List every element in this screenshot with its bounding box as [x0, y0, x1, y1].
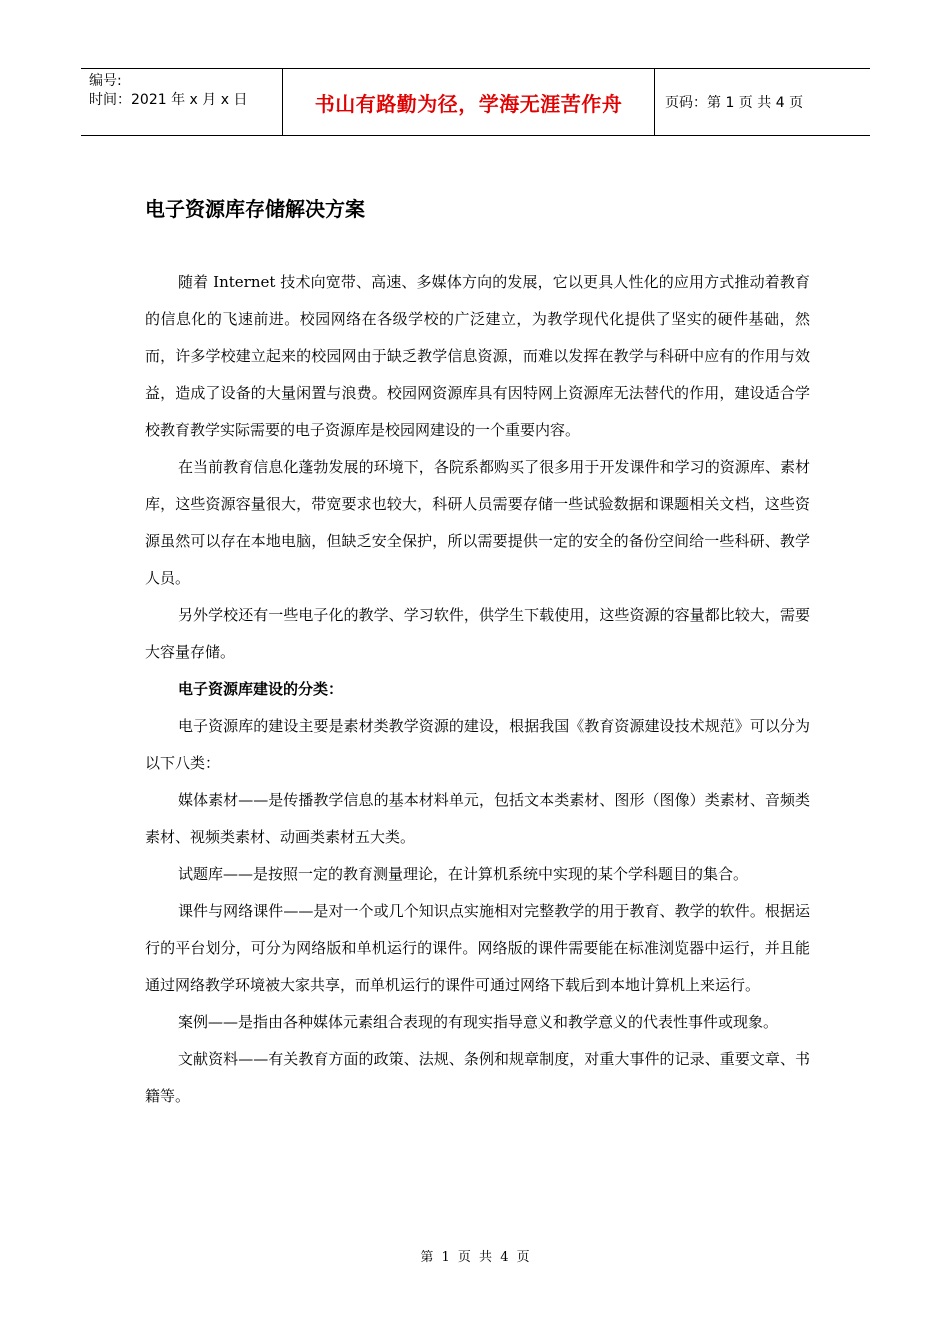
paragraph: 随着 Internet 技术向宽带、高速、多媒体方向的发展，它以更具人性化的应用方式推动着教育的信息化的飞速前进。校园网络在各级学校的广泛建立，为教学现代化提供了坚实的硬件基础，然而，许多学校建立起来的校园网由于缺乏教学信息资源，而难以发挥在教学与科研中应有的作用与效益，造成了设备的大量闲置与浪费。校园网资源库具有因特网上资源库无法替代的作用，建设适合学校教育教学实际需要的电子资源库是校园网建设的一个重要内容。 [145, 273, 810, 439]
page-header [81, 68, 870, 136]
document-number-label: 编号: [89, 73, 122, 89]
document-body [145, 264, 810, 1115]
paragraph: 课件与网络课件——是对一个或几个知识点实施相对完整教学的用于教育、教学的软件。根据运行的平台划分，可分为网络版和单机运行的课件。网络版的课件需要能在标准浏览器中运行，并且能通过网络教学环境被大家共享，而单机运行的课件可通过网络下载后到本地计算机上来运行。 [145, 902, 810, 994]
document-title: 电子资源库存储解决方案 [145, 197, 365, 221]
paragraph: 媒体素材——是传播教学信息的基本材料单元，包括文本类素材、图形（图像）类素材、音频类素材、视频类素材、动画类素材五大类。 [145, 791, 810, 846]
paragraph: 另外学校还有一些电子化的教学、学习软件，供学生下载使用，这些资源的容量都比较大，需要大容量存储。 [145, 606, 810, 661]
paragraph: 在当前教育信息化蓬勃发展的环境下，各院系都购买了很多用于开发课件和学习的资源库、素材库，这些资源容量很大，带宽要求也较大，科研人员需要存储一些试验数据和课题相关文档，这些资源虽然可以存在本地电脑，但缺乏安全保护，所以需要提供一定的安全的备份空间给一些科研、教学人员。 [145, 458, 810, 587]
page-footer: 第 1 页 共 4 页 [420, 1250, 530, 1265]
header-meta [81, 69, 282, 135]
section-subheading: 电子资源库建设的分类： [178, 680, 344, 698]
document-date-label: 时间：2021 年 x 月 x 日 [89, 92, 248, 108]
paragraph: 电子资源库的建设主要是素材类教学资源的建设，根据我国《教育资源建设技术规范》可以分为以下八类： [145, 717, 810, 772]
paragraph: 试题库——是按照一定的教育测量理论，在计算机系统中实现的某个学科题目的集合。 [178, 865, 749, 883]
paragraph: 案例——是指由各种媒体元素组合表现的有现实指导意义和教学意义的代表性事件或现象。 [178, 1013, 779, 1031]
header-page-cell [655, 69, 870, 135]
header-page-number: 页码：第 1 页 共 4 页 [665, 95, 804, 111]
header-motto-cell [282, 69, 655, 135]
paragraph: 文献资料——有关教育方面的政策、法规、条例和规章制度，对重大事件的记录、重要文章、书籍等。 [145, 1050, 810, 1105]
header-motto: 书山有路勤为径，学海无涯苦作舟 [314, 91, 623, 116]
